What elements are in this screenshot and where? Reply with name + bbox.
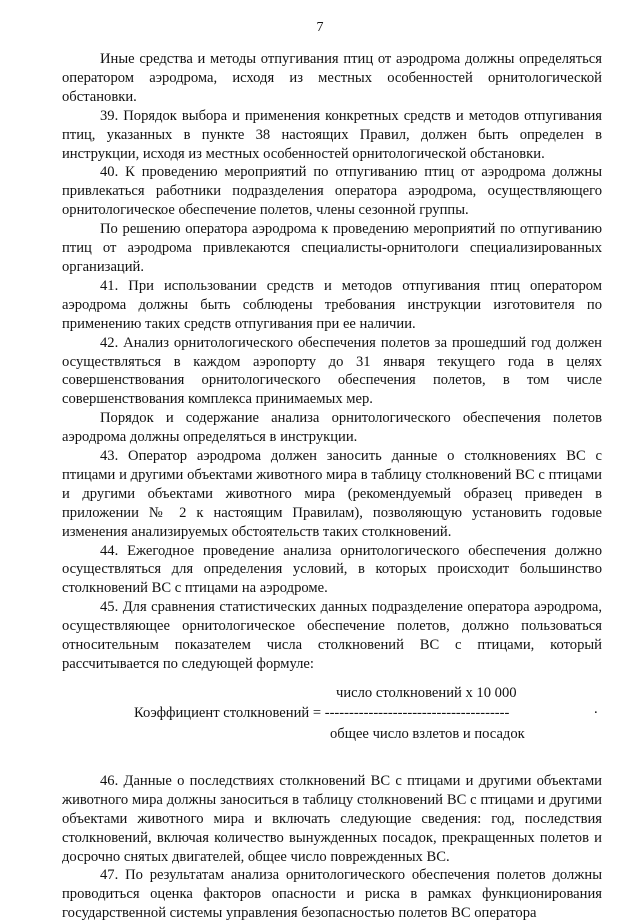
document-body: [62, 50, 602, 923]
formula-denominator: общее число взлетов и посадок: [330, 725, 525, 742]
collision-coefficient-formula: [62, 682, 602, 760]
paragraph-47: 47. По результатам анализа орнитологического обеспечения полетов должны проводиться оценка факторов опасности и риска в рамках функционирования государственной системы управления безопасностью полетов ВС оператора: [62, 867, 602, 922]
paragraph: Иные средства и методы отпугивания птиц от аэродрома должны определяться оператором аэродрома, исходя из местных особенностей орнитологической обстановки.: [62, 51, 602, 105]
paragraph-45: 45. Для сравнения статистических данных подразделение оператора аэродрома, осуществляющее орнитологическое обеспечение полетов, должно пользоваться относительным показателем числа столкновений ВС с птицами, который рассчитывается по следующей формуле:: [62, 599, 602, 672]
paragraph: Порядок и содержание анализа орнитологического обеспечения полетов аэродрома должны определяться в инструкции.: [62, 410, 602, 446]
paragraph-40: 40. К проведению мероприятий по отпугиванию птиц от аэродрома должны привлекаться работники подразделения оператора аэродрома, осуществляющего орнитологическое обеспечение полетов, члены сезонной группы.: [62, 164, 602, 219]
paragraph-39: 39. Порядок выбора и применения конкретных средств и методов отпугивания птиц, указанных в пункте 38 настоящих Правил, должен быть определен в инструкции, исходя из местных особенностей орнитологической обстановки.: [62, 107, 602, 162]
paragraph-46: 46. Данные о последствиях столкновений ВС с птицами и другими объектами животного мира должны заноситься в таблицу столкновений ВС с птицами и другими объектами животного мира и включать следующие сведения: год, последствия столкновений, включая количество вынужденных посадок, прекращенных полетов и досрочно снятых двигателей, общее число поврежденных ВС.: [62, 772, 602, 865]
paragraph-44: 44. Ежегодное проведение анализа орнитологического обеспечения должно осуществляться для определения условий, в которых происходит большинство столкновений ВС с птицами на аэродроме.: [62, 542, 602, 597]
page-number: 7: [316, 20, 324, 35]
paragraph-42: 42. Анализ орнитологического обеспечения полетов за прошедший год должен осуществляться в каждом аэропорту до 31 января текущего года в целях совершенствования орнитологического обеспечения полетов, в том числе совершенствования комплекса принимаемых мер.: [62, 334, 602, 408]
formula-lhs: Коэффициент столкновений = --------------------------------------: [134, 704, 510, 721]
formula-trailing-mark: .: [594, 700, 598, 717]
paragraph-43: 43. Оператор аэродрома должен заносить данные о столкновениях ВС с птицами и другими объектами животного мира в таблицу столкновений ВС с птицами и другими объектами животного мира (рекомендуемый образец приведен в приложении № 2 к настоящим Правилам), позволяющую установить годовые изменения анализируемых обстоятельств таких столкновений.: [62, 448, 602, 540]
paragraph: По решению оператора аэродрома к проведению мероприятий по отпугиванию птиц от аэродрома привлекаются специалисты-орнитологи специализированных организаций.: [62, 221, 602, 275]
formula-numerator: число столкновений х 10 000: [336, 684, 517, 701]
paragraph-41: 41. При использовании средств и методов отпугивания птиц оператором аэродрома должны быть соблюдены требования инструкции изготовителя по применению таких средств отпугивания при ее наличии.: [62, 277, 602, 332]
